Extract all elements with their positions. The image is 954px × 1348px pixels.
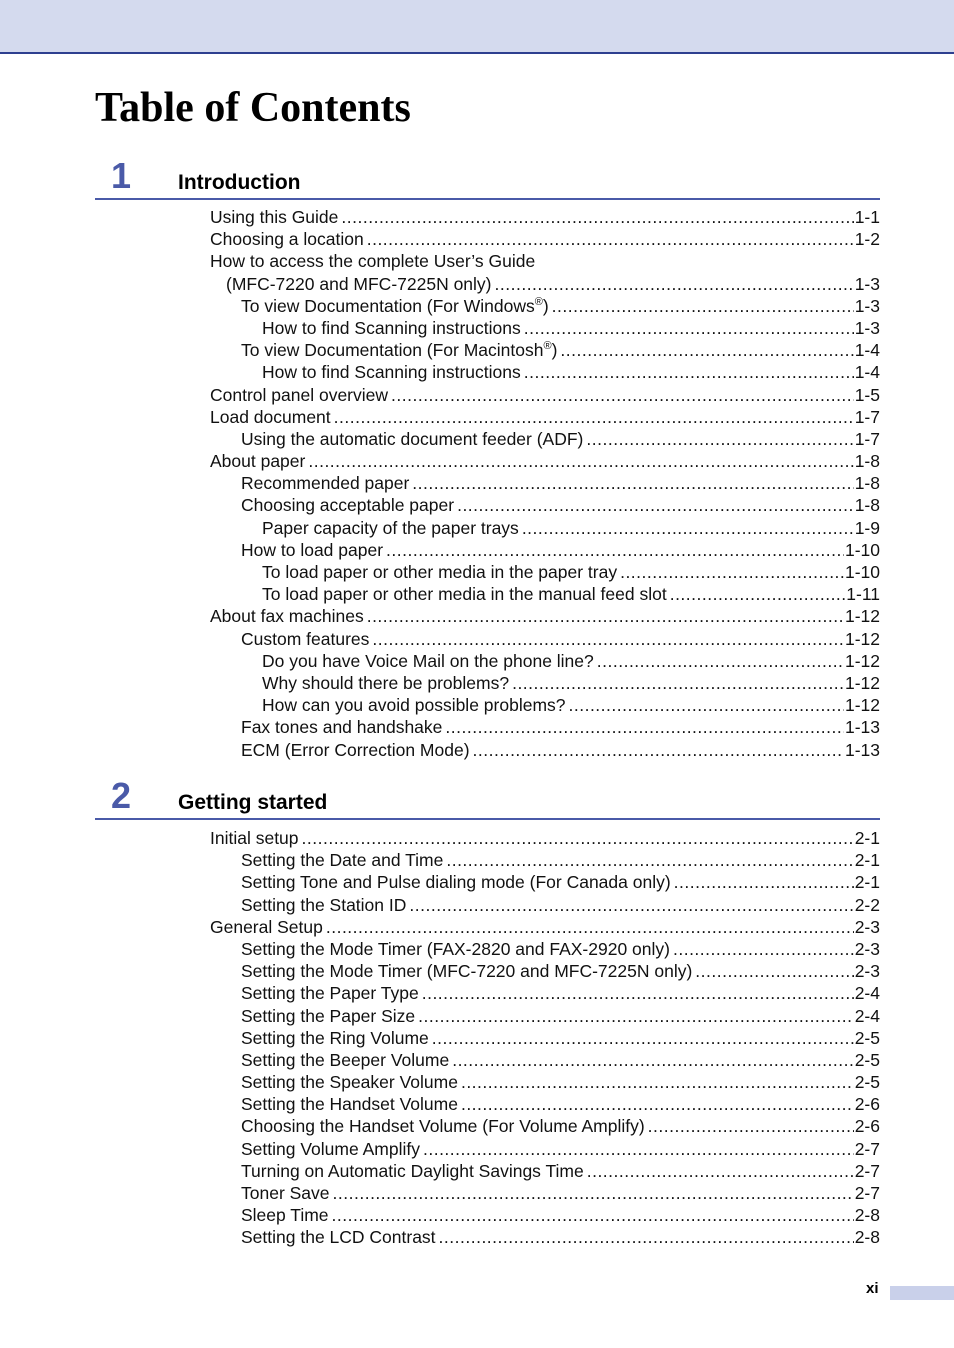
toc-entry-text xyxy=(210,250,538,272)
toc-page-number: 1-7 xyxy=(854,428,880,449)
dot-leader xyxy=(674,871,854,893)
chapter-heading-2 xyxy=(95,775,880,820)
toc-entry-label: Paper capacity of the paper trays xyxy=(262,517,519,538)
toc-page-number: 2-8 xyxy=(854,1227,880,1248)
page-number: xi xyxy=(866,1280,879,1297)
toc-entry-label: Why should there be problems? xyxy=(262,672,510,693)
toc-page-number: 2-4 xyxy=(854,983,880,1004)
toc-entry[interactable] xyxy=(210,605,880,627)
toc-entry[interactable] xyxy=(210,539,880,561)
toc-entry[interactable] xyxy=(210,494,880,516)
chapter-number: 2 xyxy=(111,775,132,816)
dot-leader xyxy=(452,1049,854,1071)
toc-entry-text xyxy=(241,849,446,871)
toc-entry-label: Load document xyxy=(210,406,331,427)
toc-entry[interactable] xyxy=(210,716,880,738)
toc-page-number: 1-11 xyxy=(846,584,880,605)
dot-leader xyxy=(333,1182,854,1204)
toc-entry[interactable] xyxy=(210,273,880,295)
dot-leader xyxy=(445,716,844,738)
toc-entry-label: How to find Scanning instructions xyxy=(262,362,521,383)
toc-entry-text xyxy=(241,1005,418,1027)
dot-leader xyxy=(673,938,854,960)
dot-leader xyxy=(597,650,844,672)
toc-entry-text xyxy=(241,960,695,982)
toc-entry[interactable] xyxy=(210,1005,880,1027)
dot-leader xyxy=(473,739,844,761)
dot-leader xyxy=(432,1027,854,1049)
toc-entry-label: Setting the Mode Timer (FAX-2820 and FAX-2920 only) xyxy=(241,938,670,959)
toc-entry-label: How to find Scanning instructions xyxy=(262,317,521,338)
dot-leader xyxy=(418,1005,854,1027)
dot-leader xyxy=(439,1226,854,1248)
toc-entry-label: Setting the Handset Volume xyxy=(241,1094,458,1115)
toc-entry-text xyxy=(241,1160,587,1182)
toc-page-number: 2-3 xyxy=(854,961,880,982)
toc-entry-label: How can you avoid possible problems? xyxy=(262,695,566,716)
toc-entry[interactable] xyxy=(210,1226,880,1248)
chapter-number: 1 xyxy=(111,155,132,196)
toc-entry[interactable] xyxy=(210,1049,880,1071)
toc-entry-label: Setting the Ring Volume xyxy=(241,1027,429,1048)
toc-page-number: 2-2 xyxy=(854,894,880,915)
dot-leader xyxy=(620,561,844,583)
dot-leader xyxy=(422,982,854,1004)
toc-list-chapter-2 xyxy=(210,827,880,1249)
toc-entry-label: How to access the complete User’s Guide xyxy=(210,251,536,272)
toc-entry[interactable] xyxy=(210,871,880,893)
toc-entry-label: Custom features xyxy=(241,628,370,649)
toc-entry-text xyxy=(241,339,560,361)
toc-entry[interactable] xyxy=(210,250,880,272)
page-title: Table of Contents xyxy=(95,85,411,131)
toc-entry[interactable] xyxy=(210,1182,880,1204)
toc-page-number: 2-1 xyxy=(854,872,880,893)
dot-leader xyxy=(334,406,854,428)
toc-page-number: 1-8 xyxy=(854,451,880,472)
toc-entry-text xyxy=(210,916,326,938)
toc-entry[interactable] xyxy=(210,583,880,605)
toc-entry[interactable] xyxy=(210,916,880,938)
toc-entry-text xyxy=(210,827,302,849)
toc-entry[interactable] xyxy=(210,672,880,694)
toc-entry-suffix: ) xyxy=(551,340,558,361)
dot-leader xyxy=(446,849,853,871)
chapter-title: Getting started xyxy=(178,791,328,814)
toc-entry-text xyxy=(241,938,673,960)
dot-leader xyxy=(524,317,854,339)
toc-entry-label: Sleep Time xyxy=(241,1205,329,1226)
toc-entry-label: Setting Tone and Pulse dialing mode (For Canada only) xyxy=(241,872,671,893)
toc-entry-label: To view Documentation (For Macintosh xyxy=(241,340,544,361)
dot-leader xyxy=(341,206,853,228)
toc-entry-label: How to load paper xyxy=(241,539,384,560)
toc-page-number: 1-1 xyxy=(854,207,880,227)
dot-leader xyxy=(461,1071,854,1093)
toc-page-number: 1-12 xyxy=(844,650,880,671)
toc-entry-label: Setting the LCD Contrast xyxy=(241,1227,436,1248)
dot-leader xyxy=(512,672,844,694)
toc-entry-label: Setting the Speaker Volume xyxy=(241,1072,458,1093)
toc-entry-text xyxy=(241,1182,333,1204)
toc-entry-label: Setting the Beeper Volume xyxy=(241,1049,450,1070)
toc-entry-text xyxy=(262,317,524,339)
toc-entry-text xyxy=(241,1204,332,1226)
toc-list-chapter-1 xyxy=(210,206,880,761)
dot-leader xyxy=(308,450,853,472)
dot-leader xyxy=(560,339,853,361)
toc-page-number: 2-4 xyxy=(854,1005,880,1026)
toc-entry-label: To view Documentation (For Windows xyxy=(241,295,535,316)
dot-leader xyxy=(302,827,854,849)
toc-entry-text xyxy=(262,650,597,672)
toc-entry[interactable] xyxy=(210,206,880,228)
toc-entry-label: Do you have Voice Mail on the phone line? xyxy=(262,650,594,671)
toc-entry[interactable] xyxy=(210,694,880,716)
dot-leader xyxy=(587,1160,854,1182)
dot-leader xyxy=(367,228,854,250)
toc-page-number: 2-7 xyxy=(854,1160,880,1181)
toc-entry-text xyxy=(210,384,391,406)
toc-entry-text xyxy=(241,1071,461,1093)
dot-leader xyxy=(372,628,844,650)
dot-leader xyxy=(524,361,854,383)
toc-page-number: 1-9 xyxy=(854,517,880,538)
toc-entry-label: Choosing a location xyxy=(210,229,364,250)
toc-entry-label: Control panel overview xyxy=(210,384,389,405)
toc-entry[interactable] xyxy=(210,450,880,472)
toc-entry[interactable] xyxy=(210,849,880,871)
toc-entry[interactable] xyxy=(210,1027,880,1049)
toc-entry-text xyxy=(241,739,473,761)
toc-page-number: 1-10 xyxy=(844,562,880,582)
dot-leader xyxy=(409,894,853,916)
toc-page-number: 1-8 xyxy=(854,473,880,494)
dot-leader xyxy=(569,694,844,716)
toc-entry-text xyxy=(241,871,674,893)
toc-page-number: 1-7 xyxy=(854,406,880,427)
toc-entry-text xyxy=(210,450,308,472)
footer-tab xyxy=(890,1286,954,1300)
dot-leader xyxy=(648,1115,854,1137)
toc-entry[interactable] xyxy=(210,1071,880,1093)
dot-leader xyxy=(367,605,844,627)
toc-entry[interactable] xyxy=(210,517,880,539)
dot-leader xyxy=(457,494,854,516)
toc-entry[interactable] xyxy=(210,628,880,650)
toc-entry[interactable] xyxy=(210,1138,880,1160)
toc-entry-text xyxy=(241,295,552,317)
toc-entry-text xyxy=(241,1226,439,1248)
toc-page-number: 1-12 xyxy=(844,606,880,627)
toc-entry[interactable] xyxy=(210,938,880,960)
toc-entry-label: About fax machines xyxy=(210,606,364,627)
toc-entry-text xyxy=(241,539,386,561)
toc-entry[interactable] xyxy=(210,317,880,339)
toc-entry-label: Recommended paper xyxy=(241,473,410,494)
toc-entry[interactable] xyxy=(210,1093,880,1115)
toc-entry-text xyxy=(241,894,409,916)
toc-page-number: 1-4 xyxy=(854,362,880,383)
toc-page-number: 2-5 xyxy=(854,1027,880,1048)
toc-entry-text xyxy=(241,1138,423,1160)
toc-entry-text xyxy=(241,628,372,650)
toc-entry-label: Choosing acceptable paper xyxy=(241,495,455,516)
toc-entry-text xyxy=(210,406,334,428)
dot-leader xyxy=(552,295,854,317)
dot-leader xyxy=(495,273,854,295)
toc-entry-text xyxy=(241,428,586,450)
toc-entry-label: Toner Save xyxy=(241,1183,330,1203)
toc-page-number: 1-12 xyxy=(844,695,880,716)
toc-entry-text xyxy=(241,1049,452,1071)
toc-page-number: 1-13 xyxy=(844,717,880,738)
toc-entry-text xyxy=(262,694,569,716)
toc-entry-text xyxy=(262,517,522,539)
dot-leader xyxy=(670,583,846,605)
toc-page-number: 1-10 xyxy=(844,539,880,560)
toc-entry-label: Setting Volume Amplify xyxy=(241,1138,420,1159)
toc-entry-text xyxy=(210,605,367,627)
registered-mark: ® xyxy=(543,340,552,353)
toc-entry-text xyxy=(262,672,512,694)
toc-entry-suffix: ) xyxy=(542,295,549,316)
toc-entry-text xyxy=(241,1115,648,1137)
toc-entry-label: Setting the Mode Timer (MFC-7220 and MFC-7225N only) xyxy=(241,961,693,982)
toc-page-number: 2-3 xyxy=(854,938,880,959)
toc-page-number: 1-4 xyxy=(854,340,880,361)
dot-leader xyxy=(326,916,854,938)
header-band xyxy=(0,0,954,54)
toc-entry[interactable] xyxy=(210,827,880,849)
toc-entry-text xyxy=(210,228,367,250)
toc-page-number: 2-6 xyxy=(854,1116,880,1137)
toc-entry[interactable] xyxy=(210,982,880,1004)
toc-page-number: 1-2 xyxy=(854,229,880,250)
toc-entry-label: Setting the Date and Time xyxy=(241,850,444,871)
toc-page-number: 2-1 xyxy=(854,850,880,871)
dot-leader xyxy=(423,1138,854,1160)
toc-entry-label: To load paper or other media in the paper tray xyxy=(262,562,618,582)
toc-page-number: 1-13 xyxy=(844,739,880,760)
toc-page-number: 1-3 xyxy=(854,317,880,338)
toc-entry[interactable] xyxy=(210,739,880,761)
toc-entry[interactable] xyxy=(210,339,880,361)
toc-entry-text xyxy=(241,982,422,1004)
toc-entry-label: Setting the Paper Size xyxy=(241,1005,416,1026)
toc-entry[interactable] xyxy=(210,428,880,450)
toc-entry[interactable] xyxy=(210,295,880,317)
dot-leader xyxy=(695,960,853,982)
toc-page-number: 1-3 xyxy=(854,295,880,316)
toc-entry-label: Initial setup xyxy=(210,828,299,848)
toc-entry-text xyxy=(241,1027,432,1049)
toc-entry[interactable] xyxy=(210,472,880,494)
toc-page-number: 2-6 xyxy=(854,1094,880,1115)
toc-page-number: 1-12 xyxy=(844,628,880,649)
toc-entry-text xyxy=(241,472,412,494)
chapter-title: Introduction xyxy=(178,171,301,194)
toc-entry[interactable] xyxy=(210,228,880,250)
toc-page-number: 1-3 xyxy=(854,273,880,294)
dot-leader xyxy=(522,517,854,539)
toc-page-number: 1-12 xyxy=(844,672,880,693)
dot-leader xyxy=(412,472,853,494)
dot-leader xyxy=(332,1204,854,1226)
toc-entry-text xyxy=(241,494,457,516)
toc-page-number: 2-5 xyxy=(854,1072,880,1093)
toc-entry[interactable] xyxy=(210,1160,880,1182)
registered-mark: ® xyxy=(534,295,543,308)
toc-entry-label: Fax tones and handshake xyxy=(241,717,443,738)
toc-entry-label: To load paper or other media in the manual feed slot xyxy=(262,584,667,605)
toc-entry[interactable] xyxy=(210,960,880,982)
toc-entry-label: General Setup xyxy=(210,916,323,937)
toc-entry-text xyxy=(241,1093,461,1115)
toc-entry[interactable] xyxy=(210,384,880,406)
toc-entry-text xyxy=(262,561,620,583)
toc-entry-label: ECM (Error Correction Mode) xyxy=(241,739,470,760)
toc-entry[interactable] xyxy=(210,1204,880,1226)
toc-entry-label: Using this Guide xyxy=(210,207,339,227)
toc-entry-label: About paper xyxy=(210,451,306,472)
toc-entry-label: Using the automatic document feeder (ADF) xyxy=(241,428,584,449)
toc-entry-text xyxy=(262,583,670,605)
dot-leader xyxy=(461,1093,854,1115)
toc-entry[interactable] xyxy=(210,894,880,916)
toc-entry-text xyxy=(226,273,495,295)
chapter-heading-1 xyxy=(95,155,880,200)
toc-entry[interactable] xyxy=(210,361,880,383)
dot-leader xyxy=(391,384,854,406)
toc-entry[interactable] xyxy=(210,406,880,428)
toc-entry-text xyxy=(210,206,341,228)
toc-entry[interactable] xyxy=(210,561,880,583)
toc-entry-text xyxy=(241,716,445,738)
toc-entry-label: Setting the Station ID xyxy=(241,894,407,915)
toc-page-number: 1-5 xyxy=(854,384,880,405)
dot-leader xyxy=(386,539,844,561)
toc-page-number: 2-7 xyxy=(854,1138,880,1159)
toc-page-number: 1-8 xyxy=(854,495,880,516)
toc-entry[interactable] xyxy=(210,650,880,672)
dot-leader xyxy=(586,428,853,450)
toc-page-number: 2-7 xyxy=(854,1183,880,1203)
toc-entry-text xyxy=(262,361,524,383)
toc-page-number: 2-8 xyxy=(854,1205,880,1226)
toc-entry-label: Choosing the Handset Volume (For Volume Amplify) xyxy=(241,1116,645,1137)
toc-entry-label: Turning on Automatic Daylight Savings Time xyxy=(241,1160,584,1181)
toc-entry-label: Setting the Paper Type xyxy=(241,983,419,1004)
toc-entry[interactable] xyxy=(210,1115,880,1137)
toc-page-number: 2-5 xyxy=(854,1049,880,1070)
toc-entry-label: (MFC-7220 and MFC-7225N only) xyxy=(226,273,492,294)
toc-page-number: 2-3 xyxy=(854,916,880,937)
toc-page-number: 2-1 xyxy=(854,828,880,848)
